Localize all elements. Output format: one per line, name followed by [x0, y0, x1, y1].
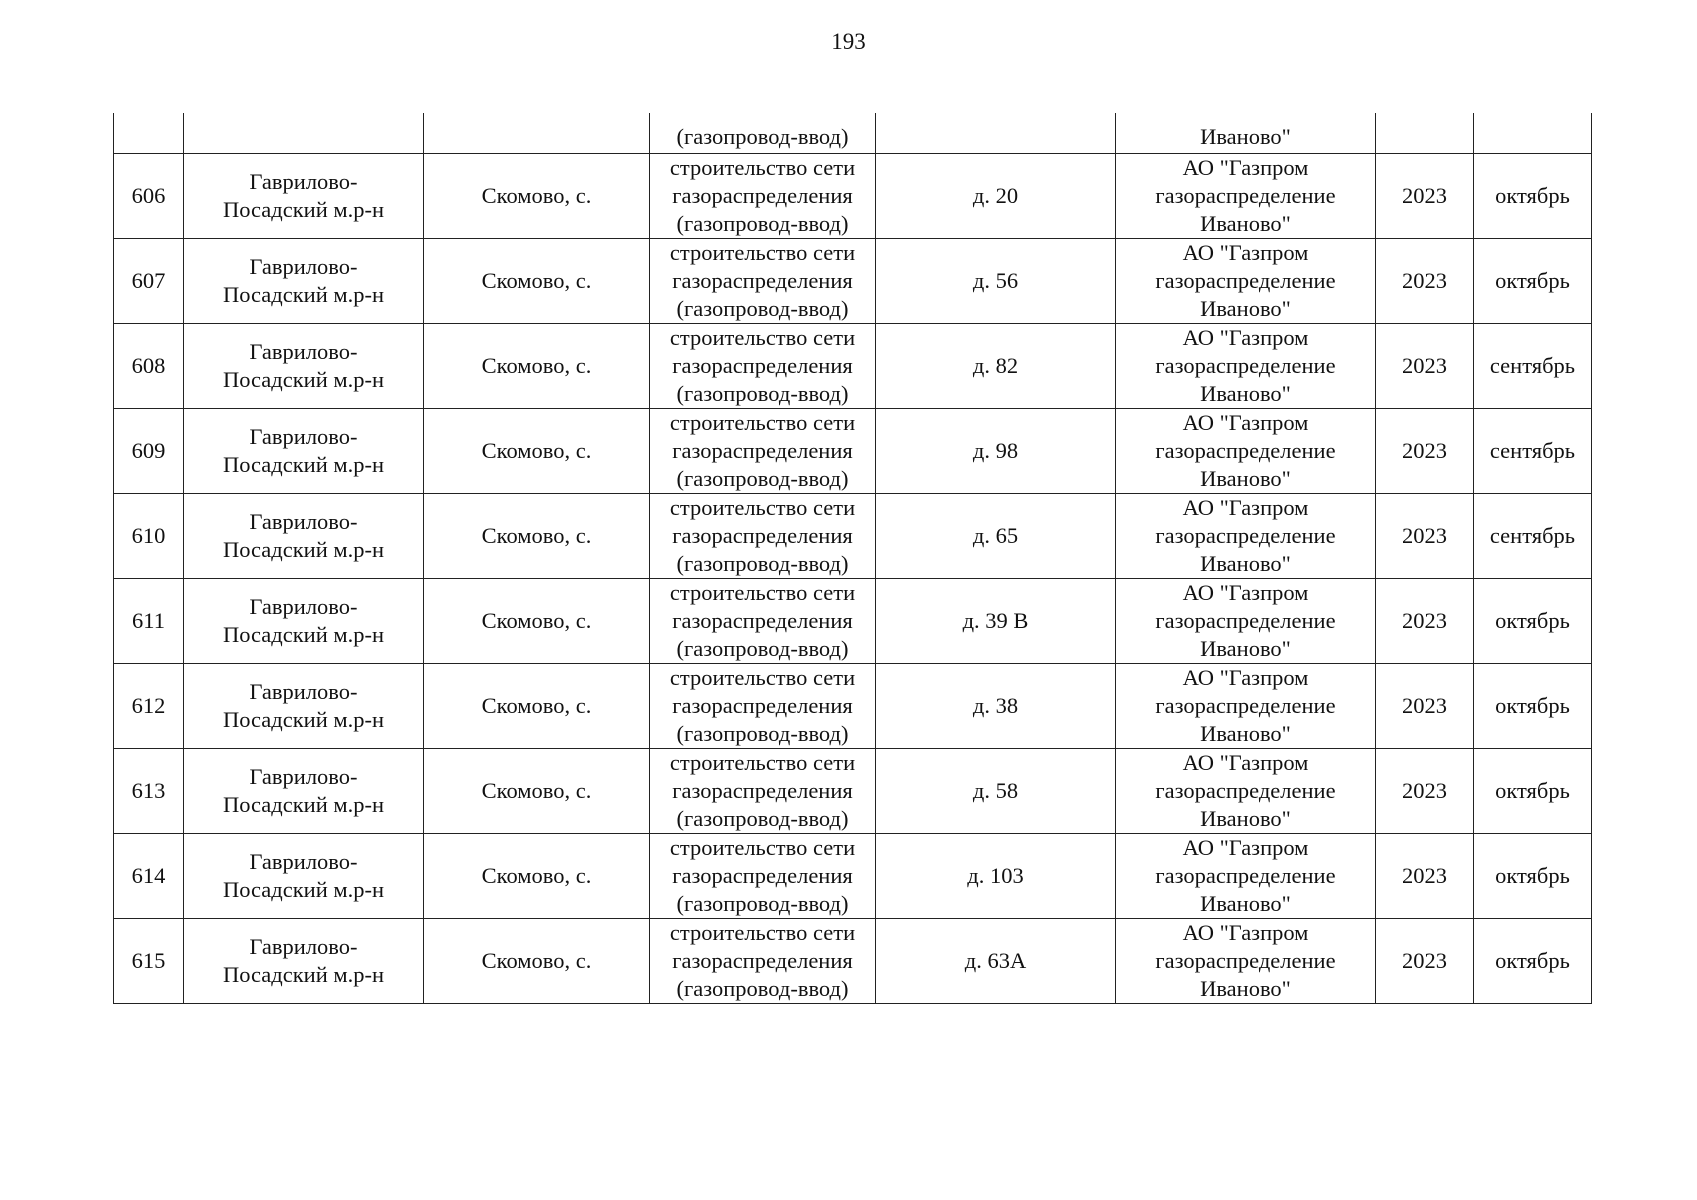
cell-work-line: (газопровод-ввод) — [676, 381, 849, 406]
cell-work-line: газораспределения — [672, 948, 853, 973]
cell-district-line: Гаврилово- — [249, 169, 358, 194]
cell-work — [650, 239, 876, 324]
cell-year: 2023 — [1376, 664, 1474, 749]
cell-work-line: (газопровод-ввод) — [676, 551, 849, 576]
cell-locality: Скомово, с. — [424, 919, 650, 1004]
cell-address: д. 103 — [876, 834, 1116, 919]
cell-district — [184, 664, 424, 749]
cell-work-line: газораспределения — [672, 523, 853, 548]
cell-locality: Скомово, с. — [424, 494, 650, 579]
cell-work-line: газораспределения — [672, 438, 853, 463]
cell-work-line: (газопровод-ввод) — [676, 296, 849, 321]
cell-month: сентябрь — [1474, 494, 1592, 579]
cell-work-line: строительство сети — [669, 750, 856, 775]
cell-work — [650, 579, 876, 664]
continuation-row — [114, 113, 1592, 154]
cell-district — [184, 749, 424, 834]
cell-year: 2023 — [1376, 579, 1474, 664]
cell-month: октябрь — [1474, 579, 1592, 664]
cell-district-line: Посадский м.р-н — [222, 282, 385, 307]
cell-locality: Скомово, с. — [424, 579, 650, 664]
cell-address: д. 39 В — [876, 579, 1116, 664]
cell-locality: Скомово, с. — [424, 749, 650, 834]
cell-work-line: газораспределения — [672, 778, 853, 803]
cell-year: 2023 — [1376, 749, 1474, 834]
cell-org-line: АО "Газпром — [1182, 240, 1309, 265]
cell-work-line: строительство сети — [669, 240, 856, 265]
cell-work-line: газораспределения — [672, 608, 853, 633]
table-row — [114, 494, 1592, 579]
cell-org-line: Иваново" — [1200, 466, 1291, 491]
cell-num: 611 — [114, 579, 184, 664]
cell-district — [184, 579, 424, 664]
cell-work-line: газораспределения — [672, 268, 853, 293]
cell-month: октябрь — [1474, 749, 1592, 834]
cell-locality — [424, 113, 650, 154]
cell-org-line: АО "Газпром — [1182, 835, 1309, 860]
cell-district-line: Посадский м.р-н — [222, 197, 385, 222]
cell-org — [1116, 494, 1376, 579]
cell-org-line: АО "Газпром — [1182, 325, 1309, 350]
cell-org-line: Иваново" — [1200, 806, 1291, 831]
cell-district — [184, 324, 424, 409]
table-row — [114, 324, 1592, 409]
cell-year — [1376, 113, 1474, 154]
cell-org-line: газораспределение — [1155, 438, 1336, 463]
cell-num: 606 — [114, 154, 184, 239]
cell-locality: Скомово, с. — [424, 409, 650, 494]
cell-org-line: газораспределение — [1155, 353, 1336, 378]
cell-work: (газопровод-ввод) — [650, 113, 876, 154]
cell-org-line: газораспределение — [1155, 183, 1336, 208]
cell-work-line: строительство сети — [669, 580, 856, 605]
cell-address: д. 56 — [876, 239, 1116, 324]
cell-district-line: Гаврилово- — [249, 849, 358, 874]
cell-work — [650, 409, 876, 494]
table-row — [114, 579, 1592, 664]
cell-work — [650, 919, 876, 1004]
cell-work-line: (газопровод-ввод) — [676, 806, 849, 831]
cell-org-line: газораспределение — [1155, 523, 1336, 548]
cell-org-line: газораспределение — [1155, 778, 1336, 803]
cell-year: 2023 — [1376, 919, 1474, 1004]
table-row — [114, 664, 1592, 749]
cell-num: 613 — [114, 749, 184, 834]
cell-org — [1116, 749, 1376, 834]
cell-work — [650, 324, 876, 409]
cell-month: октябрь — [1474, 919, 1592, 1004]
cell-work-line: (газопровод-ввод) — [676, 721, 849, 746]
cell-district-line: Гаврилово- — [249, 934, 358, 959]
table-row — [114, 409, 1592, 494]
cell-year: 2023 — [1376, 494, 1474, 579]
cell-year: 2023 — [1376, 834, 1474, 919]
cell-work — [650, 494, 876, 579]
cell-org — [1116, 154, 1376, 239]
cell-district-line: Посадский м.р-н — [222, 537, 385, 562]
cell-org — [1116, 919, 1376, 1004]
cell-month: октябрь — [1474, 239, 1592, 324]
cell-org-line: газораспределение — [1155, 948, 1336, 973]
cell-month: сентябрь — [1474, 409, 1592, 494]
table-row — [114, 749, 1592, 834]
page-number: 193 — [831, 29, 866, 54]
cell-work-line: строительство сети — [669, 665, 856, 690]
cell-org — [1116, 664, 1376, 749]
cell-work-line: (газопровод-ввод) — [676, 211, 849, 236]
cell-org-line: Иваново" — [1200, 636, 1291, 661]
cell-locality: Скомово, с. — [424, 154, 650, 239]
cell-num — [114, 113, 184, 154]
cell-address: д. 20 — [876, 154, 1116, 239]
cell-num: 607 — [114, 239, 184, 324]
cell-work-line: строительство сети — [669, 155, 856, 180]
cell-locality: Скомово, с. — [424, 834, 650, 919]
cell-num: 615 — [114, 919, 184, 1004]
cell-work — [650, 834, 876, 919]
cell-work-line: (газопровод-ввод) — [676, 466, 849, 491]
cell-work-line: газораспределения — [672, 183, 853, 208]
cell-work-line: (газопровод-ввод) — [676, 976, 849, 1001]
cell-district-line: Гаврилово- — [249, 424, 358, 449]
cell-org — [1116, 409, 1376, 494]
cell-district — [184, 494, 424, 579]
cell-district-line: Посадский м.р-н — [222, 452, 385, 477]
cell-locality: Скомово, с. — [424, 239, 650, 324]
cell-org-line: АО "Газпром — [1182, 155, 1309, 180]
cell-district-line: Посадский м.р-н — [222, 792, 385, 817]
cell-org-line: газораспределение — [1155, 693, 1336, 718]
cell-work-line: (газопровод-ввод) — [676, 891, 849, 916]
cell-org-line: Иваново" — [1200, 891, 1291, 916]
cell-month: сентябрь — [1474, 324, 1592, 409]
cell-district-line: Гаврилово- — [249, 594, 358, 619]
cell-district-line: Гаврилово- — [249, 764, 358, 789]
cell-work-line: газораспределения — [672, 353, 853, 378]
table-row — [114, 239, 1592, 324]
cell-district-line: Гаврилово- — [249, 679, 358, 704]
cell-num: 612 — [114, 664, 184, 749]
cell-district — [184, 409, 424, 494]
cell-year: 2023 — [1376, 324, 1474, 409]
table-row — [114, 154, 1592, 239]
cell-address: д. 63А — [876, 919, 1116, 1004]
cell-address — [876, 113, 1116, 154]
cell-work-line: строительство сети — [669, 920, 856, 945]
cell-org — [1116, 579, 1376, 664]
cell-district — [184, 834, 424, 919]
cell-org-line: АО "Газпром — [1182, 410, 1309, 435]
cell-address: д. 58 — [876, 749, 1116, 834]
cell-org-line: Иваново" — [1200, 976, 1291, 1001]
cell-work-line: газораспределения — [672, 863, 853, 888]
cell-district-line: Гаврилово- — [249, 254, 358, 279]
cell-district-line: Посадский м.р-н — [222, 707, 385, 732]
cell-work-line: газораспределения — [672, 693, 853, 718]
cell-org-line: АО "Газпром — [1182, 750, 1309, 775]
cell-org — [1116, 834, 1376, 919]
cell-year: 2023 — [1376, 409, 1474, 494]
table-row — [114, 834, 1592, 919]
cell-district — [184, 113, 424, 154]
cell-district — [184, 239, 424, 324]
cell-locality: Скомово, с. — [424, 324, 650, 409]
cell-org-line: Иваново" — [1200, 721, 1291, 746]
cell-work-line: строительство сети — [669, 495, 856, 520]
cell-work-line: строительство сети — [669, 835, 856, 860]
cell-address: д. 65 — [876, 494, 1116, 579]
table-row — [114, 919, 1592, 1004]
cell-district-line: Посадский м.р-н — [222, 622, 385, 647]
cell-org-line: газораспределение — [1155, 608, 1336, 633]
cell-month: октябрь — [1474, 154, 1592, 239]
cell-address: д. 38 — [876, 664, 1116, 749]
cell-work-line: строительство сети — [669, 325, 856, 350]
cell-org-line: АО "Газпром — [1182, 665, 1309, 690]
cell-district-line: Гаврилово- — [249, 339, 358, 364]
cell-org-line: Иваново" — [1200, 211, 1291, 236]
cell-district-line: Посадский м.р-н — [222, 962, 385, 987]
cell-org-line: газораспределение — [1155, 863, 1336, 888]
cell-org — [1116, 324, 1376, 409]
cell-year: 2023 — [1376, 154, 1474, 239]
cell-address: д. 82 — [876, 324, 1116, 409]
cell-work — [650, 749, 876, 834]
cell-org-line: АО "Газпром — [1182, 580, 1309, 605]
cell-month — [1474, 113, 1592, 154]
cell-month: октябрь — [1474, 834, 1592, 919]
cell-org: Иваново" — [1116, 113, 1376, 154]
cell-org-line: Иваново" — [1200, 551, 1291, 576]
gasification-schedule-table — [113, 113, 1592, 1004]
cell-org-line: АО "Газпром — [1182, 495, 1309, 520]
cell-org-line: газораспределение — [1155, 268, 1336, 293]
cell-num: 610 — [114, 494, 184, 579]
cell-month: октябрь — [1474, 664, 1592, 749]
cell-year: 2023 — [1376, 239, 1474, 324]
cell-district — [184, 919, 424, 1004]
cell-num: 609 — [114, 409, 184, 494]
table-body — [114, 113, 1592, 1004]
cell-work-line: (газопровод-ввод) — [676, 636, 849, 661]
cell-num: 614 — [114, 834, 184, 919]
cell-work — [650, 664, 876, 749]
cell-org-line: АО "Газпром — [1182, 920, 1309, 945]
cell-district-line: Посадский м.р-н — [222, 367, 385, 392]
cell-org-line: Иваново" — [1200, 381, 1291, 406]
cell-work — [650, 154, 876, 239]
cell-locality: Скомово, с. — [424, 664, 650, 749]
cell-district-line: Посадский м.р-н — [222, 877, 385, 902]
cell-district-line: Гаврилово- — [249, 509, 358, 534]
cell-address: д. 98 — [876, 409, 1116, 494]
cell-district — [184, 154, 424, 239]
cell-num: 608 — [114, 324, 184, 409]
cell-org — [1116, 239, 1376, 324]
cell-work-line: строительство сети — [669, 410, 856, 435]
cell-org-line: Иваново" — [1200, 296, 1291, 321]
